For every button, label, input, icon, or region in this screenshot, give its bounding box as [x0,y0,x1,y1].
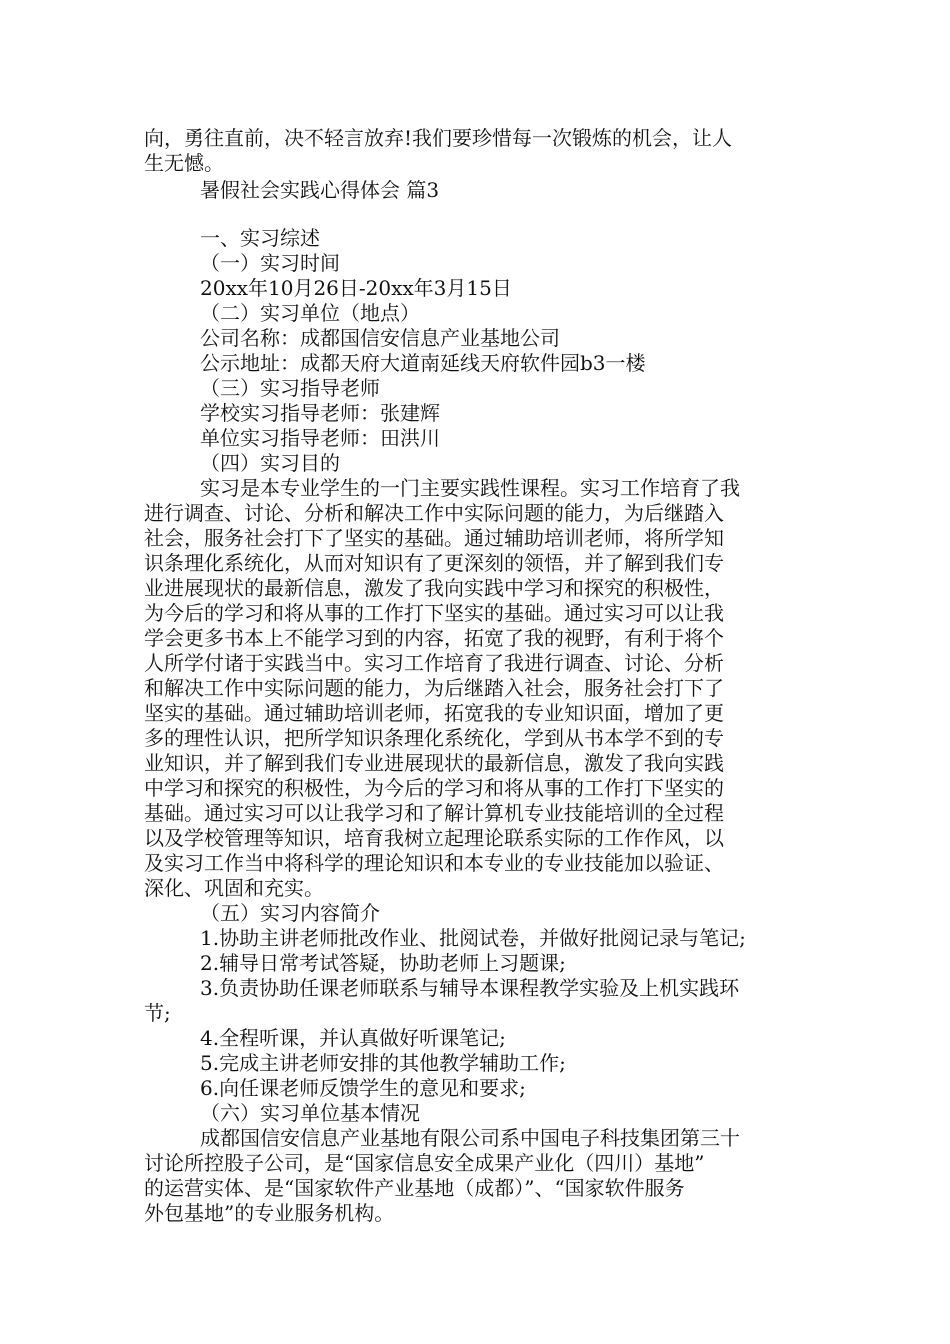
subheading: （五）实习内容简介 [200,901,380,925]
body-text-line: 及实习工作当中将科学的理论知识和本专业的专业技能加以验证、 [144,851,724,875]
body-text-line: 识条理化系统化，从而对知识有了更深刻的领悟，并了解到我们专 [144,551,724,575]
list-item: 2.辅导日常考试答疑，协助老师上习题课; [200,951,566,975]
list-item: 5.完成主讲老师安排的其他教学辅助工作; [200,1051,566,1075]
list-item-continuation: 节; [144,1001,171,1025]
body-text-line: 坚实的基础。通过辅助培训老师，拓宽我的专业知识面，增加了更 [144,701,724,725]
body-text-line: 学会更多书本上不能学习到的内容，拓宽了我的视野，有利于将个 [144,626,724,650]
body-text-line: 为今后的学习和将从事的工作打下坚实的基础。通过实习可以让我 [144,601,724,625]
body-text-line: 社会，服务社会打下了坚实的基础。通过辅助培训老师，将所学知 [144,526,724,550]
body-text-line: 的运营实体、是“国家软件产业基地（成都）”、“国家软件服务 [144,1176,685,1200]
list-item: 1.协助主讲老师批改作业、批阅试卷，并做好批阅记录与笔记; [200,926,746,950]
subheading: （四）实习目的 [200,451,340,475]
list-item: 3.负责协助任课老师联系与辅导本课程教学实验及上机实践环 [200,976,740,1000]
section-title: 暑假社会实践心得体会 篇3 [200,178,440,202]
heading-overview: 一、实习综述 [200,226,320,250]
body-text-line: 基础。通过实习可以让我学习和了解计算机专业技能培训的全过程 [144,801,724,825]
body-text-line: 和解决工作中实际问题的能力，为后继踏入社会，服务社会打下了 [144,676,724,700]
body-text-line: 讨论所控股子公司，是“国家信息安全成果产业化（四川）基地” [144,1151,705,1175]
list-item: 6.向任课老师反馈学生的意见和要求; [200,1076,526,1100]
school-advisor: 学校实习指导老师：张建辉 [200,401,440,425]
body-text-line: 实习是本专业学生的一门主要实践性课程。实习工作培育了我 [200,476,740,500]
body-text-line: 进行调查、讨论、分析和解决工作中实际问题的能力，为后继踏入 [144,501,724,525]
unit-advisor: 单位实习指导老师：田洪川 [200,426,440,450]
subheading: （二）实习单位（地点） [200,301,420,325]
body-text-line: 中学习和探究的积极性，为今后的学习和将从事的工作打下坚实的 [144,776,724,800]
list-item: 4.全程听课，并认真做好听课笔记; [200,1026,506,1050]
internship-dates: 20xx年10月26日-20xx年3月15日 [200,276,512,300]
body-text-line: 业进展现状的最新信息，激发了我向实践中学习和探究的积极性， [144,576,724,600]
subheading: （三）实习指导老师 [200,376,380,400]
subheading: （一）实习时间 [200,251,340,275]
body-text-line: 向，勇往直前，决不轻言放弃!我们要珍惜每一次锻炼的机会，让人 [144,126,733,150]
body-text-line: 生无憾。 [144,151,224,175]
body-text-line: 以及学校管理等知识，培育我树立起理论联系实际的工作作风，以 [144,826,724,850]
body-text-line: 外包基地”的专业服务机构。 [144,1201,395,1225]
company-name: 公司名称：成都国信安信息产业基地公司 [200,326,560,350]
company-address: 公示地址：成都天府大道南延线天府软件园b3一楼 [200,351,646,375]
body-text-line: 成都国信安信息产业基地有限公司系中国电子科技集团第三十 [200,1126,740,1150]
body-text-line: 深化、巩固和充实。 [144,876,324,900]
subheading: （六）实习单位基本情况 [200,1101,420,1125]
body-text-line: 人所学付诸于实践当中。实习工作培育了我进行调查、讨论、分析 [144,651,724,675]
body-text-line: 业知识，并了解到我们专业进展现状的最新信息，激发了我向实践 [144,751,724,775]
body-text-line: 多的理性认识，把所学知识条理化系统化，学到从书本学不到的专 [144,726,724,750]
